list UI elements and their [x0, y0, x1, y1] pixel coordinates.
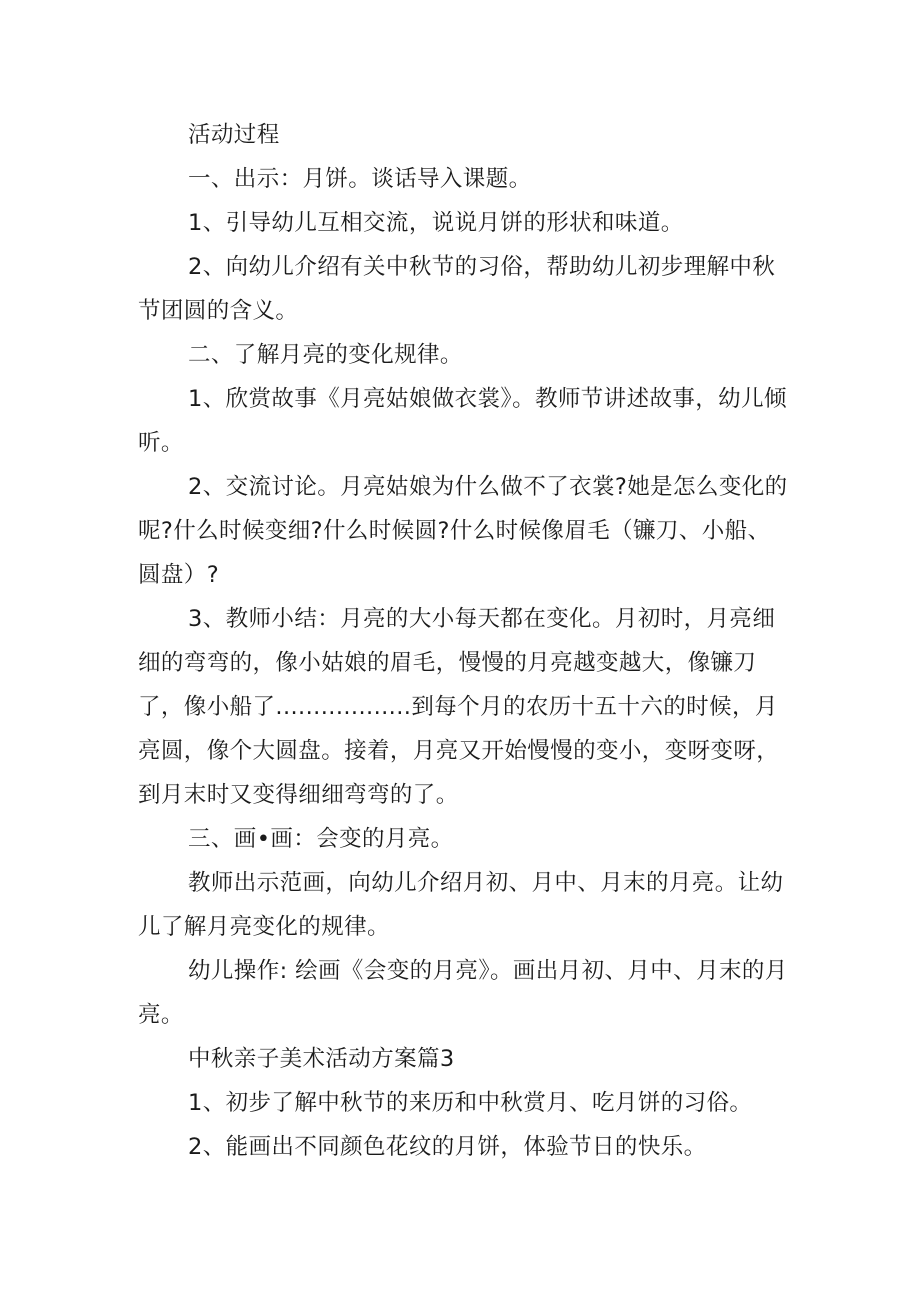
step-three-heading: 三、画•画：会变的月亮。 — [188, 826, 454, 852]
plan-3-goal-2: 2、能画出不同颜色花纹的月饼，体验节日的快乐。 — [188, 1134, 707, 1160]
step-two-item-3: 3、教师小结：月亮的大小每天都在变化。月初时，月亮细细的弯弯的，像小姑娘的眉毛，慢慢的月亮越变越大，像镰刀了，像小船了..................到每个月的农历十五十六的时候，月亮圆，像个大圆盘。接着，月亮又开始慢慢的变小，变呀变呀，到月末时又变得细细弯弯的了。 — [138, 606, 780, 808]
step-two-item-1: 1、欣赏故事《月亮姑娘做衣裳》。教师节讲述故事，幼儿倾听。 — [138, 386, 787, 456]
step-one-heading: 一、出示：月饼。谈话导入课题。 — [188, 166, 532, 192]
step-two-heading: 二、了解月亮的变化规律。 — [188, 342, 463, 368]
step-three-teacher-demo: 教师出示范画，向幼儿介绍月初、月中、月末的月亮。让幼儿了解月亮变化的规律。 — [138, 870, 784, 940]
step-three-child-activity: 幼儿操作: 绘画《会变的月亮》。画出月初、月中、月末的月亮。 — [138, 958, 788, 1028]
section-heading-process: 活动过程 — [188, 122, 280, 148]
step-two-item-2: 2、交流讨论。月亮姑娘为什么做不了衣裳?她是怎么变化的呢?什么时候变细?什么时候圆?什么时候像眉毛（镰刀、小船、圆盘）? — [138, 474, 788, 588]
step-one-item-2: 2、向幼儿介绍有关中秋节的习俗，帮助幼儿初步理解中秋节团圆的含义。 — [138, 254, 776, 324]
plan-3-title: 中秋亲子美术活动方案篇3 — [188, 1046, 455, 1072]
document-page — [138, 113, 788, 1169]
plan-3-goal-1: 1、初步了解中秋节的来历和中秋赏月、吃月饼的习俗。 — [188, 1090, 753, 1116]
step-one-item-1: 1、引导幼儿互相交流，说说月饼的形状和味道。 — [188, 210, 684, 236]
